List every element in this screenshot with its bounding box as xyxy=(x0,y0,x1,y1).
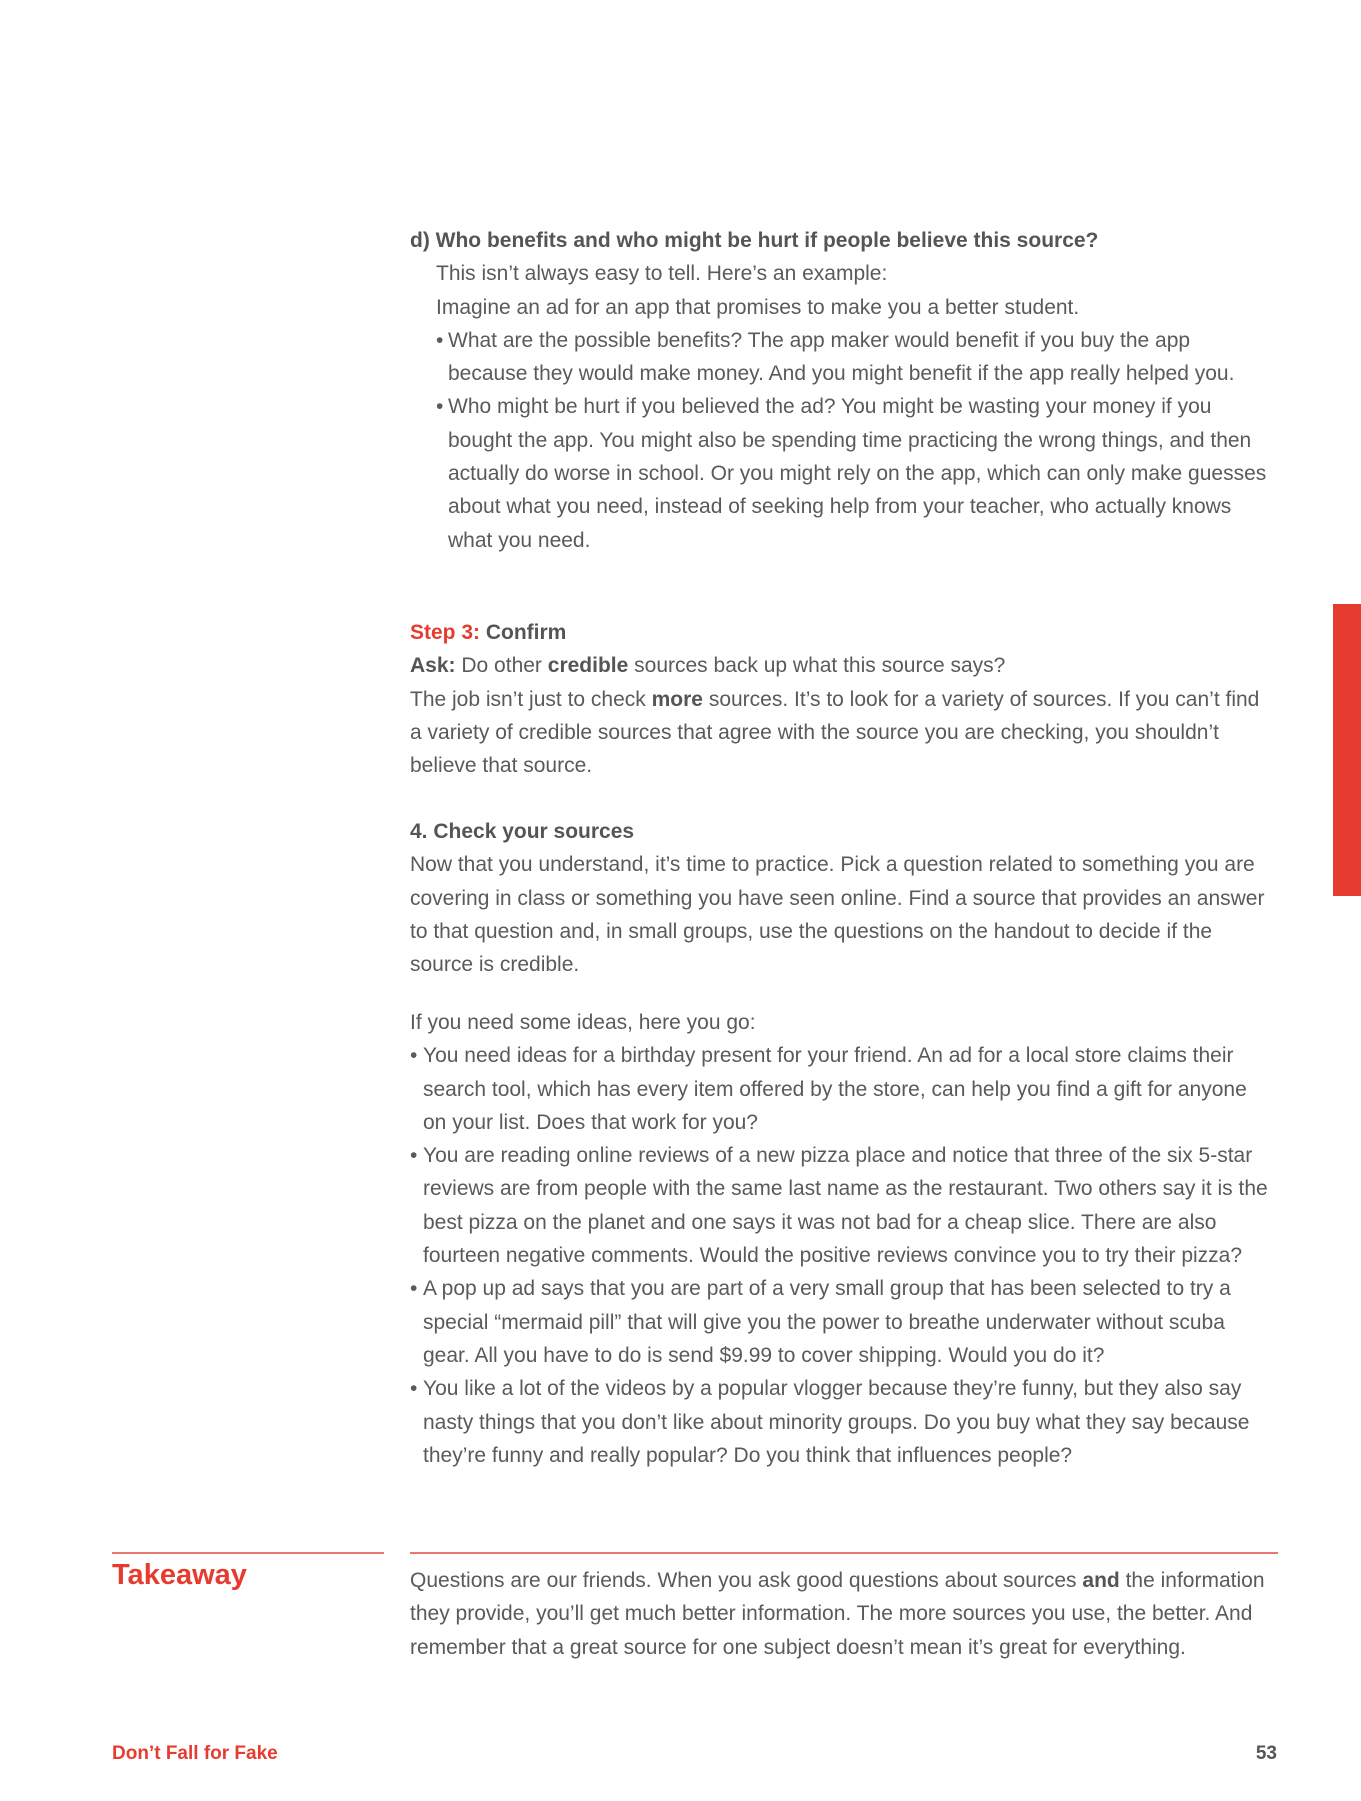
step3-body-post: sources. It’s to look for a variety of sources. If you can’t find a variety of credible sources that agree with the source you are checking, you shouldn’t believe that source. xyxy=(410,687,1260,778)
step3-body xyxy=(410,683,1270,783)
list-item: • You need ideas for a birthday present for your friend. An ad for a local store claims their search tool, which has every item offered by the store, can help you find a gift for anyone on your list. Does that work for you? xyxy=(410,1039,1270,1139)
takeaway-right-rule xyxy=(410,1552,1278,1554)
section-4-heading: 4. Check your sources xyxy=(410,820,635,843)
step3-body-bold: more xyxy=(651,687,703,711)
step3-ask-bold: credible xyxy=(547,654,629,678)
ideas-intro: If you need some ideas, here you go: xyxy=(410,1011,756,1034)
step3-label: Step 3: xyxy=(410,621,481,644)
step3-title: Confirm xyxy=(485,621,567,644)
section-d-bullets xyxy=(436,324,1270,557)
list-item: • A pop up ad says that you are part of a very small group that has been selected to try a special “mermaid pill” that will give you the power to breathe underwater without scuba gear. All you have to do is send $9.99 to cover shipping. Would you do it? xyxy=(410,1272,1270,1372)
takeaway-text-bold: and xyxy=(1082,1569,1120,1592)
footer-title: Don’t Fall for Fake xyxy=(112,1743,278,1764)
takeaway-title: Takeaway xyxy=(112,1559,247,1591)
list-item: • Who might be hurt if you believed the ad? You might be wasting your money if you bought the app. You might also be spending time practicing the wrong things, and then actually do worse in school. Or you might rely on the app, which can only make guesses about what you need, instead of seeking help from your teacher, who actually knows what you need. xyxy=(436,390,1270,556)
section-4-body: Now that you understand, it’s time to practice. Pick a question related to something you are covering in class or something you have seen online. Find a source that provides an answer to that question and, in small groups, use the questions on the handout to decide if the source is credible. xyxy=(410,853,1265,977)
section-d xyxy=(410,224,1270,557)
step3-ask xyxy=(410,649,1270,682)
takeaway-text xyxy=(410,1564,1270,1664)
ideas-list xyxy=(410,1039,1270,1472)
step3-ask-post: sources back up what this source says? xyxy=(634,654,1006,678)
section-d-heading: d) Who benefits and who might be hurt if people believe this source? xyxy=(410,229,1099,252)
step3-section xyxy=(410,616,1270,782)
takeaway-text-post: the information they provide, you’ll get much better information. The more sources you use, the better. And remember that a great source for one subject doesn’t mean it’s great for everything. xyxy=(410,1569,1265,1659)
list-item: • You like a lot of the videos by a popular vlogger because they’re funny, but they also say nasty things that you don’t like about minority groups. Do you buy what they say because they’re funny and really popular? Do you think that influences people? xyxy=(410,1372,1270,1472)
takeaway-text-pre: Questions are our friends. When you ask good questions about sources xyxy=(410,1569,1077,1592)
step3-ask-label: Ask: xyxy=(410,654,456,678)
section-4 xyxy=(410,815,1270,981)
takeaway-left-rule xyxy=(112,1552,384,1554)
step3-body-pre: The job isn’t just to check xyxy=(410,687,646,711)
step3-ask-pre: Do other xyxy=(461,654,542,678)
section-d-body xyxy=(410,257,1270,557)
page-number: 53 xyxy=(1255,1743,1277,1764)
list-item: • You are reading online reviews of a new pizza place and notice that three of the six 5-star reviews are from people with the same last name as the restaurant. Two others say it is the best pizza on the planet and one says it was not bad for a cheap slice. There are also fourteen negative comments. Would the positive reviews convince you to try their pizza? xyxy=(410,1139,1270,1272)
step3-heading xyxy=(410,616,1270,649)
list-item: • What are the possible benefits? The app maker would benefit if you buy the app because they would make money. And you might benefit if the app really helped you. xyxy=(436,324,1270,391)
section-tab-marker xyxy=(1333,604,1361,896)
section-d-intro: This isn’t always easy to tell. Here’s an example: xyxy=(436,262,888,286)
section-d-example: Imagine an ad for an app that promises to make you a better student. xyxy=(436,295,1080,319)
ideas-section xyxy=(410,1006,1270,1472)
